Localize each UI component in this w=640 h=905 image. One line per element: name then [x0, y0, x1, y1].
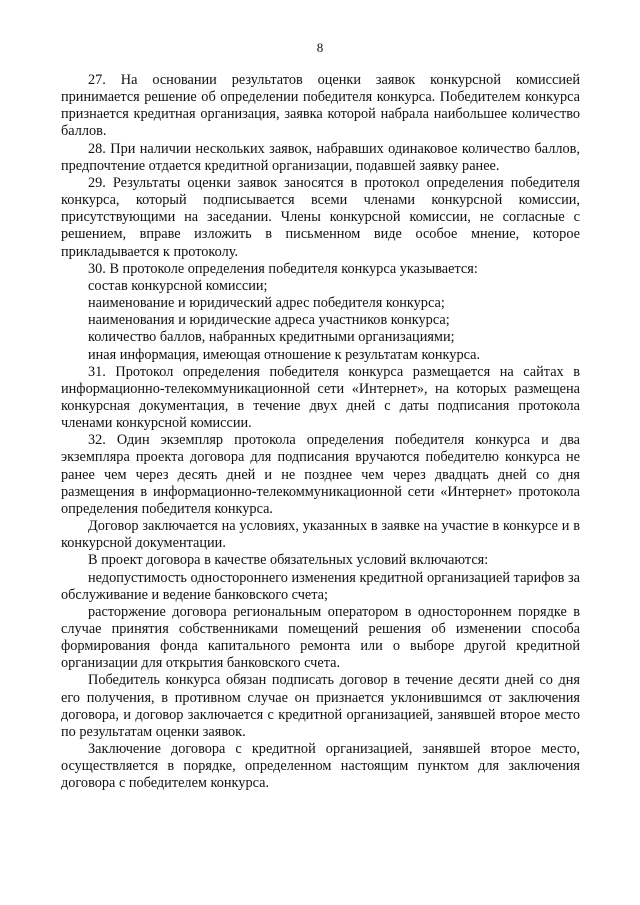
paragraph: В проект договора в качестве обязательных условий включаются: — [88, 552, 489, 569]
paragraph-27: 27. На основании результатов оценки заявок конкурсной комиссией принимается решение об определении победителя конкурса. Победителем конкурса признается кредитная организация, заявка которой набрала наибольшее количество баллов. — [61, 72, 580, 140]
paragraph-29: 29. Результаты оценки заявок заносятся в протокол определения победителя конкурса, который подписывается всеми членами конкурсной комиссии, присутствующими на заседании. Члены конкурсной комиссии, не согласные с решением, вправе изложить в письменном виде особое мнение, которое прикладывается к протоколу. — [61, 174, 580, 260]
paragraph: Победитель конкурса обязан подписать договор в течение десяти дней со дня его получения, в противном случае он признается уклонившимся от заключения договора, и договор заключается с кредитной организацией, занявшей второе место по результатам оценки заявок. — [61, 672, 580, 740]
paragraph-31: 31. Протокол определения победителя конкурса размещается на сайтах в информационно-телекоммуникационной сети «Интернет», на которых размещена конкурсная документация, в течение двух дней с даты подписания протокола членами конкурсной комиссии. — [61, 363, 580, 432]
document-body — [61, 72, 580, 793]
paragraph-30: 30. В протоколе определения победителя конкурса указывается: — [88, 260, 478, 277]
paragraph: Заключение договора с кредитной организацией, занявшей второе место, осуществляется в порядке, определенном настоящим пунктом для заключения договора с победителем конкурса. — [61, 741, 580, 792]
page-number: 8 — [316, 40, 324, 55]
paragraph-28: 28. При наличии нескольких заявок, набравших одинаковое количество баллов, предпочтение отдается кредитной организации, подавшей заявку ранее. — [61, 140, 580, 174]
list-item: состав конкурсной комиссии; — [88, 277, 268, 294]
list-item: наименование и юридический адрес победителя конкурса; — [88, 295, 445, 312]
paragraph-32: 32. Один экземпляр протокола определения победителя конкурса и два экземпляра проекта договора для подписания вручаются победителю конкурса не ранее чем через десять дней и не позднее чем через двадцать дней со дня размещения в информационно-телекоммуникационной сети «Интернет» протокола определения победителя конкурса. — [61, 432, 580, 517]
paragraph: Договор заключается на условиях, указанных в заявке на участие в конкурсе и в конкурсной документации. — [61, 518, 580, 552]
list-item: расторжение договора региональным оператором в одностороннем порядке в случае принятия собственниками помещений решения об изменении способа формирования фонда капитального ремонта или о выборе другой кредитной организации для открытия банковского счета. — [61, 603, 580, 672]
list-item: наименования и юридические адреса участников конкурса; — [88, 312, 450, 329]
list-item: количество баллов, набранных кредитными организациями; — [88, 329, 455, 346]
list-item: недопустимость одностороннего изменения кредитной организацией тарифов за обслуживание и ведение банковского счета; — [61, 569, 580, 603]
list-item: иная информация, имеющая отношение к результатам конкурса. — [88, 346, 481, 363]
